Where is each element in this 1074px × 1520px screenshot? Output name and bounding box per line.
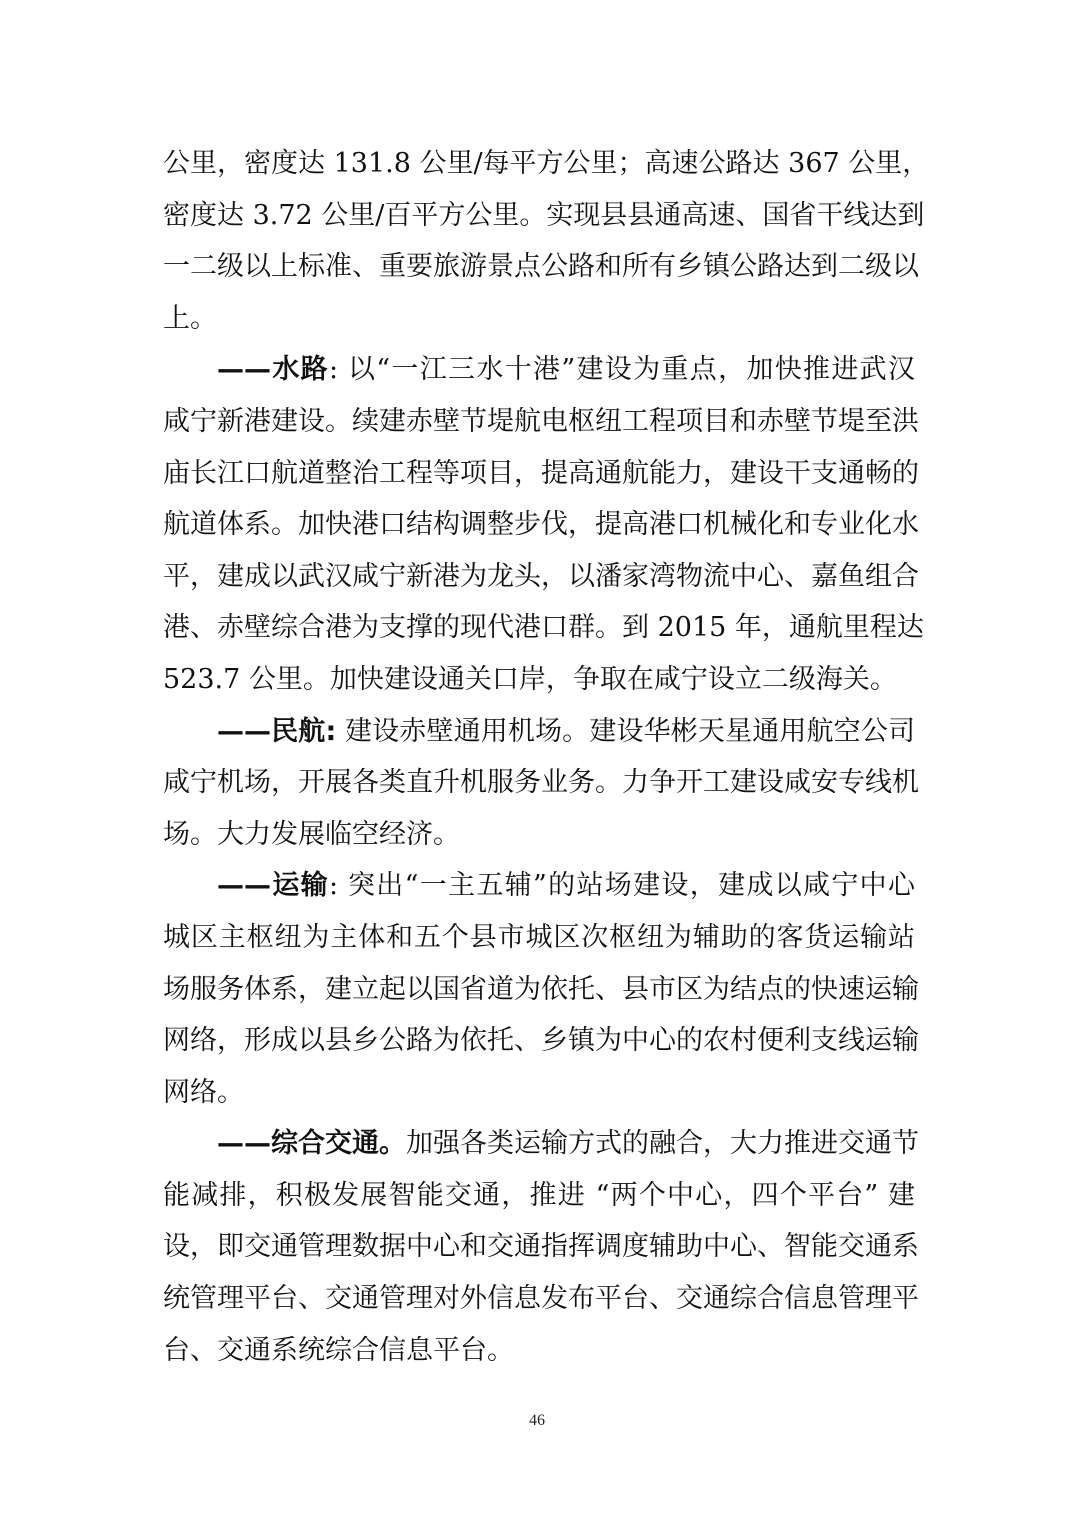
text-line: 咸宁新港建设。续建赤壁节堤航电枢纽工程项目和赤壁节堤至洪 (163, 405, 919, 437)
paragraph-integrated-transport (163, 1118, 919, 1376)
text-line: 统管理平台、交通管理对外信息发布平台、交通综合信息管理平 (163, 1283, 919, 1315)
text-line: 咸宁机场，开展各类直升机服务业务。力争开工建设咸安专线机 (163, 767, 919, 799)
section-lead-integrated: ——综合交通。 (217, 1128, 406, 1160)
text-run: 建设赤壁通用机场。建设华彬天星通用航空公司 (336, 715, 915, 747)
text-line: 能减排，积极发展智能交通，推进 “两个中心，四个平台” 建 (163, 1179, 915, 1211)
text-line: 港、赤壁综合港为支撑的现代港口群。到 2015 年，通航里程达 (163, 612, 924, 644)
section-lead-aviation: ——民航: (217, 715, 337, 747)
text-line (163, 344, 915, 396)
text-line: 一二级以上标准、重要旅游景点公路和所有乡镇公路达到二级以 (163, 251, 919, 283)
text-line: 523.7 公里。加快建设通关口岸，争取在咸宁设立二级海关。 (163, 663, 897, 695)
text-line (163, 706, 915, 758)
text-line: 场。大力发展临空经济。 (163, 818, 460, 850)
text-line: 城区主枢纽为主体和五个县市城区次枢纽为辅助的客货运输站 (163, 921, 915, 953)
text-line: 公里，密度达 131.8 公里/每平方公里；高速公路达 367 公里， (163, 148, 930, 179)
paragraph-transport (163, 860, 919, 1118)
text-line: 网络。 (163, 1076, 244, 1108)
text-line: 平，建成以武汉咸宁新港为龙头，以潘家湾物流中心、嘉鱼组合 (163, 560, 919, 592)
paragraph-aviation (163, 706, 919, 861)
text-run: : 以“一江三水十港”建设为重点，加快推进武汉 (328, 354, 915, 386)
text-line (163, 860, 915, 912)
text-run: : 突出“一主五辅”的站场建设，建成以咸宁中心 (328, 870, 915, 902)
text-line: 场服务体系，建立起以国省道为依托、县市区为结点的快速运输 (163, 973, 919, 1005)
document-body (163, 138, 930, 1376)
text-line: 航道体系。加快港口结构调整步伐，提高港口机械化和专业化水 (163, 509, 919, 541)
text-line: 网络，形成以县乡公路为依托、乡镇为中心的农村便利支线运输 (163, 1025, 919, 1057)
paragraph-waterway (163, 344, 924, 705)
text-line (163, 1118, 919, 1170)
paragraph-highway (163, 138, 930, 344)
text-line: 庙长江口航道整治工程等项目，提高通航能力，建设干支通畅的 (163, 457, 919, 489)
text-line: 设，即交通管理数据中心和交通指挥调度辅助中心、智能交通系 (163, 1231, 919, 1263)
text-line: 上。 (163, 302, 217, 334)
section-lead-waterway: ——水路 (217, 354, 329, 386)
section-lead-transport: ——运输 (217, 870, 329, 902)
text-line: 台、交通系统综合信息平台。 (163, 1334, 514, 1366)
text-run: 加强各类运输方式的融合，大力推进交通节 (406, 1128, 919, 1160)
text-line: 密度达 3.72 公里/百平方公里。实现县县通高速、国省干线达到 (163, 199, 925, 231)
page-number: 46 (529, 1412, 545, 1429)
